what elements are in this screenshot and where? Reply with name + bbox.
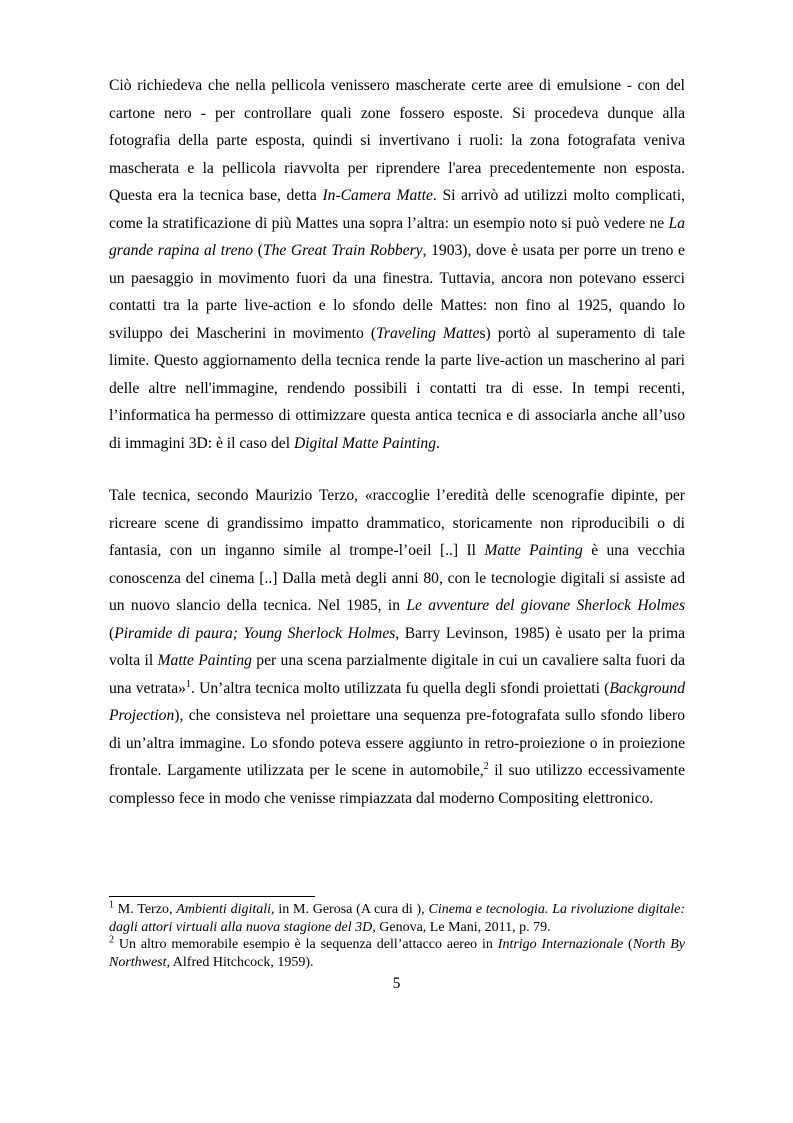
text-run: . Un’altra tecnica molto utilizzata fu quella degli sfondi proiettati ( bbox=[190, 679, 610, 697]
text-run: ), che consisteva nel proiettare una sequenza pre-fotografata sullo sfondo libero di un’altra immagine. Lo sfondo poteva essere aggiunto in retro-proiezione o in proiezione frontale. Largamente utilizzata per le scene in automobile, bbox=[109, 707, 685, 779]
text-run: , 1903), dove è usata per porre un treno e un paesaggio in movimento fuori da una finestra. Tuttavia, ancora non potevano esserci contatti tra la parte live-action e lo sfondo delle Mattes: non fino al 1925, quando lo sviluppo dei Mascherini in movimento ( bbox=[109, 242, 685, 342]
italic-text: Ambienti digitali bbox=[176, 902, 272, 917]
italic-text: Matte Painting bbox=[484, 542, 583, 559]
italic-text: Intrigo Internazionale bbox=[497, 937, 624, 952]
text-run: Tale tecnica, secondo Maurizio Terzo, «raccoglie l’eredità delle scenografie dipinte, per ricreare scene di grandissimo impatto drammatico, storicamente non riproducibili o di fantasia, con un inganno simile al trompe-l’oeil [..] Il bbox=[109, 487, 685, 559]
text-run: , Barry Levinson, 1985) è usato per la prima volta il bbox=[109, 624, 685, 669]
italic-text: La grande rapina al treno bbox=[109, 214, 685, 259]
text-run: , in M. Gerosa (A cura di ), bbox=[271, 902, 429, 917]
italic-text: Digital Matte Painting bbox=[293, 434, 437, 452]
italic-text: Traveling Matte bbox=[376, 324, 480, 342]
italic-text: Matte Painting bbox=[157, 652, 252, 669]
page-number: 5 bbox=[392, 975, 401, 992]
text-run: ( bbox=[109, 624, 115, 642]
footnote-marker: 2 bbox=[109, 934, 114, 946]
text-run: ( bbox=[623, 937, 633, 952]
footnote-separator bbox=[109, 896, 315, 897]
text-run: . Si arrivò ad utilizzi molto complicati, come la stratificazione di più Mattes una sopra l’altra: un esempio noto si può vedere ne bbox=[109, 187, 685, 232]
footnotes bbox=[109, 901, 685, 971]
text-run: , Alfred Hitchcock, 1959). bbox=[166, 954, 314, 970]
text-run: è una vecchia conoscenza del cinema [..] Dalla metà degli anni 80, con le tecnologie digitali si assiste ad un nuovo slancio della tecnica. Nel 1985, in bbox=[109, 542, 685, 614]
italic-text: North By Northwest bbox=[109, 937, 685, 970]
footnote-marker: 1 bbox=[109, 899, 114, 911]
italic-text: In-Camera Matte bbox=[322, 187, 433, 204]
italic-text: Cinema e tecnologia. La rivoluzione digitale: dagli attori virtuali alla nuova stagione del 3D bbox=[109, 902, 686, 935]
text-run: Un altro memorabile esempio è la sequenza dell’attacco aereo in bbox=[114, 937, 498, 952]
text-run: M. Terzo, bbox=[114, 902, 177, 917]
footnote-1 bbox=[109, 901, 685, 936]
footnote-2 bbox=[109, 936, 685, 971]
text-run: s) portò al superamento di tale limite. Questo aggiornamento della tecnica rende la parte live-action un mascherino al pari delle altre nell'immagine, rendendo possibili i contatti tra di esse. In tempi recenti, l’informatica ha permesso di ottimizzare questa antica tecnica e di associarla anche all’uso di immagini 3D: è il caso del bbox=[109, 324, 686, 452]
italic-text: Le avventure del giovane Sherlock Holmes bbox=[406, 597, 686, 614]
footnote-marker: 1 bbox=[185, 678, 191, 690]
text-run: Ciò richiedeva che nella pellicola venissero mascherate certe aree di emulsione - con del cartone nero - per controllare quali zone fossero esposte. Si procedeva dunque alla fotografia della parte esposta, quindi si invertivano i ruoli: la zona fotografata veniva mascherata e la pellicola riavvolta per riprendere l'area precedentemente non esposta. Questa era la tecnica base, detta bbox=[109, 77, 685, 204]
body-paragraph-2 bbox=[109, 482, 685, 812]
text-run: ( bbox=[253, 242, 263, 259]
body-paragraph-1 bbox=[109, 72, 685, 457]
italic-text: Background Projection bbox=[109, 679, 685, 724]
text-run: , Genova, Le Mani, 2011, p. 79. bbox=[372, 919, 551, 935]
italic-text: The Great Train Robbery bbox=[262, 242, 423, 259]
text-run: il suo utilizzo eccessivamente complesso fece in modo che venisse rimpiazzata dal moderno Compositing elettronico. bbox=[109, 762, 685, 807]
italic-text: Piramide di paura; Young Sherlock Holmes bbox=[114, 624, 396, 642]
footnote-marker: 2 bbox=[483, 760, 489, 772]
text-run: . bbox=[436, 434, 440, 452]
text-run: per una scena parzialmente digitale in cui un cavaliere salta fuori da una vetrata» bbox=[109, 652, 685, 697]
